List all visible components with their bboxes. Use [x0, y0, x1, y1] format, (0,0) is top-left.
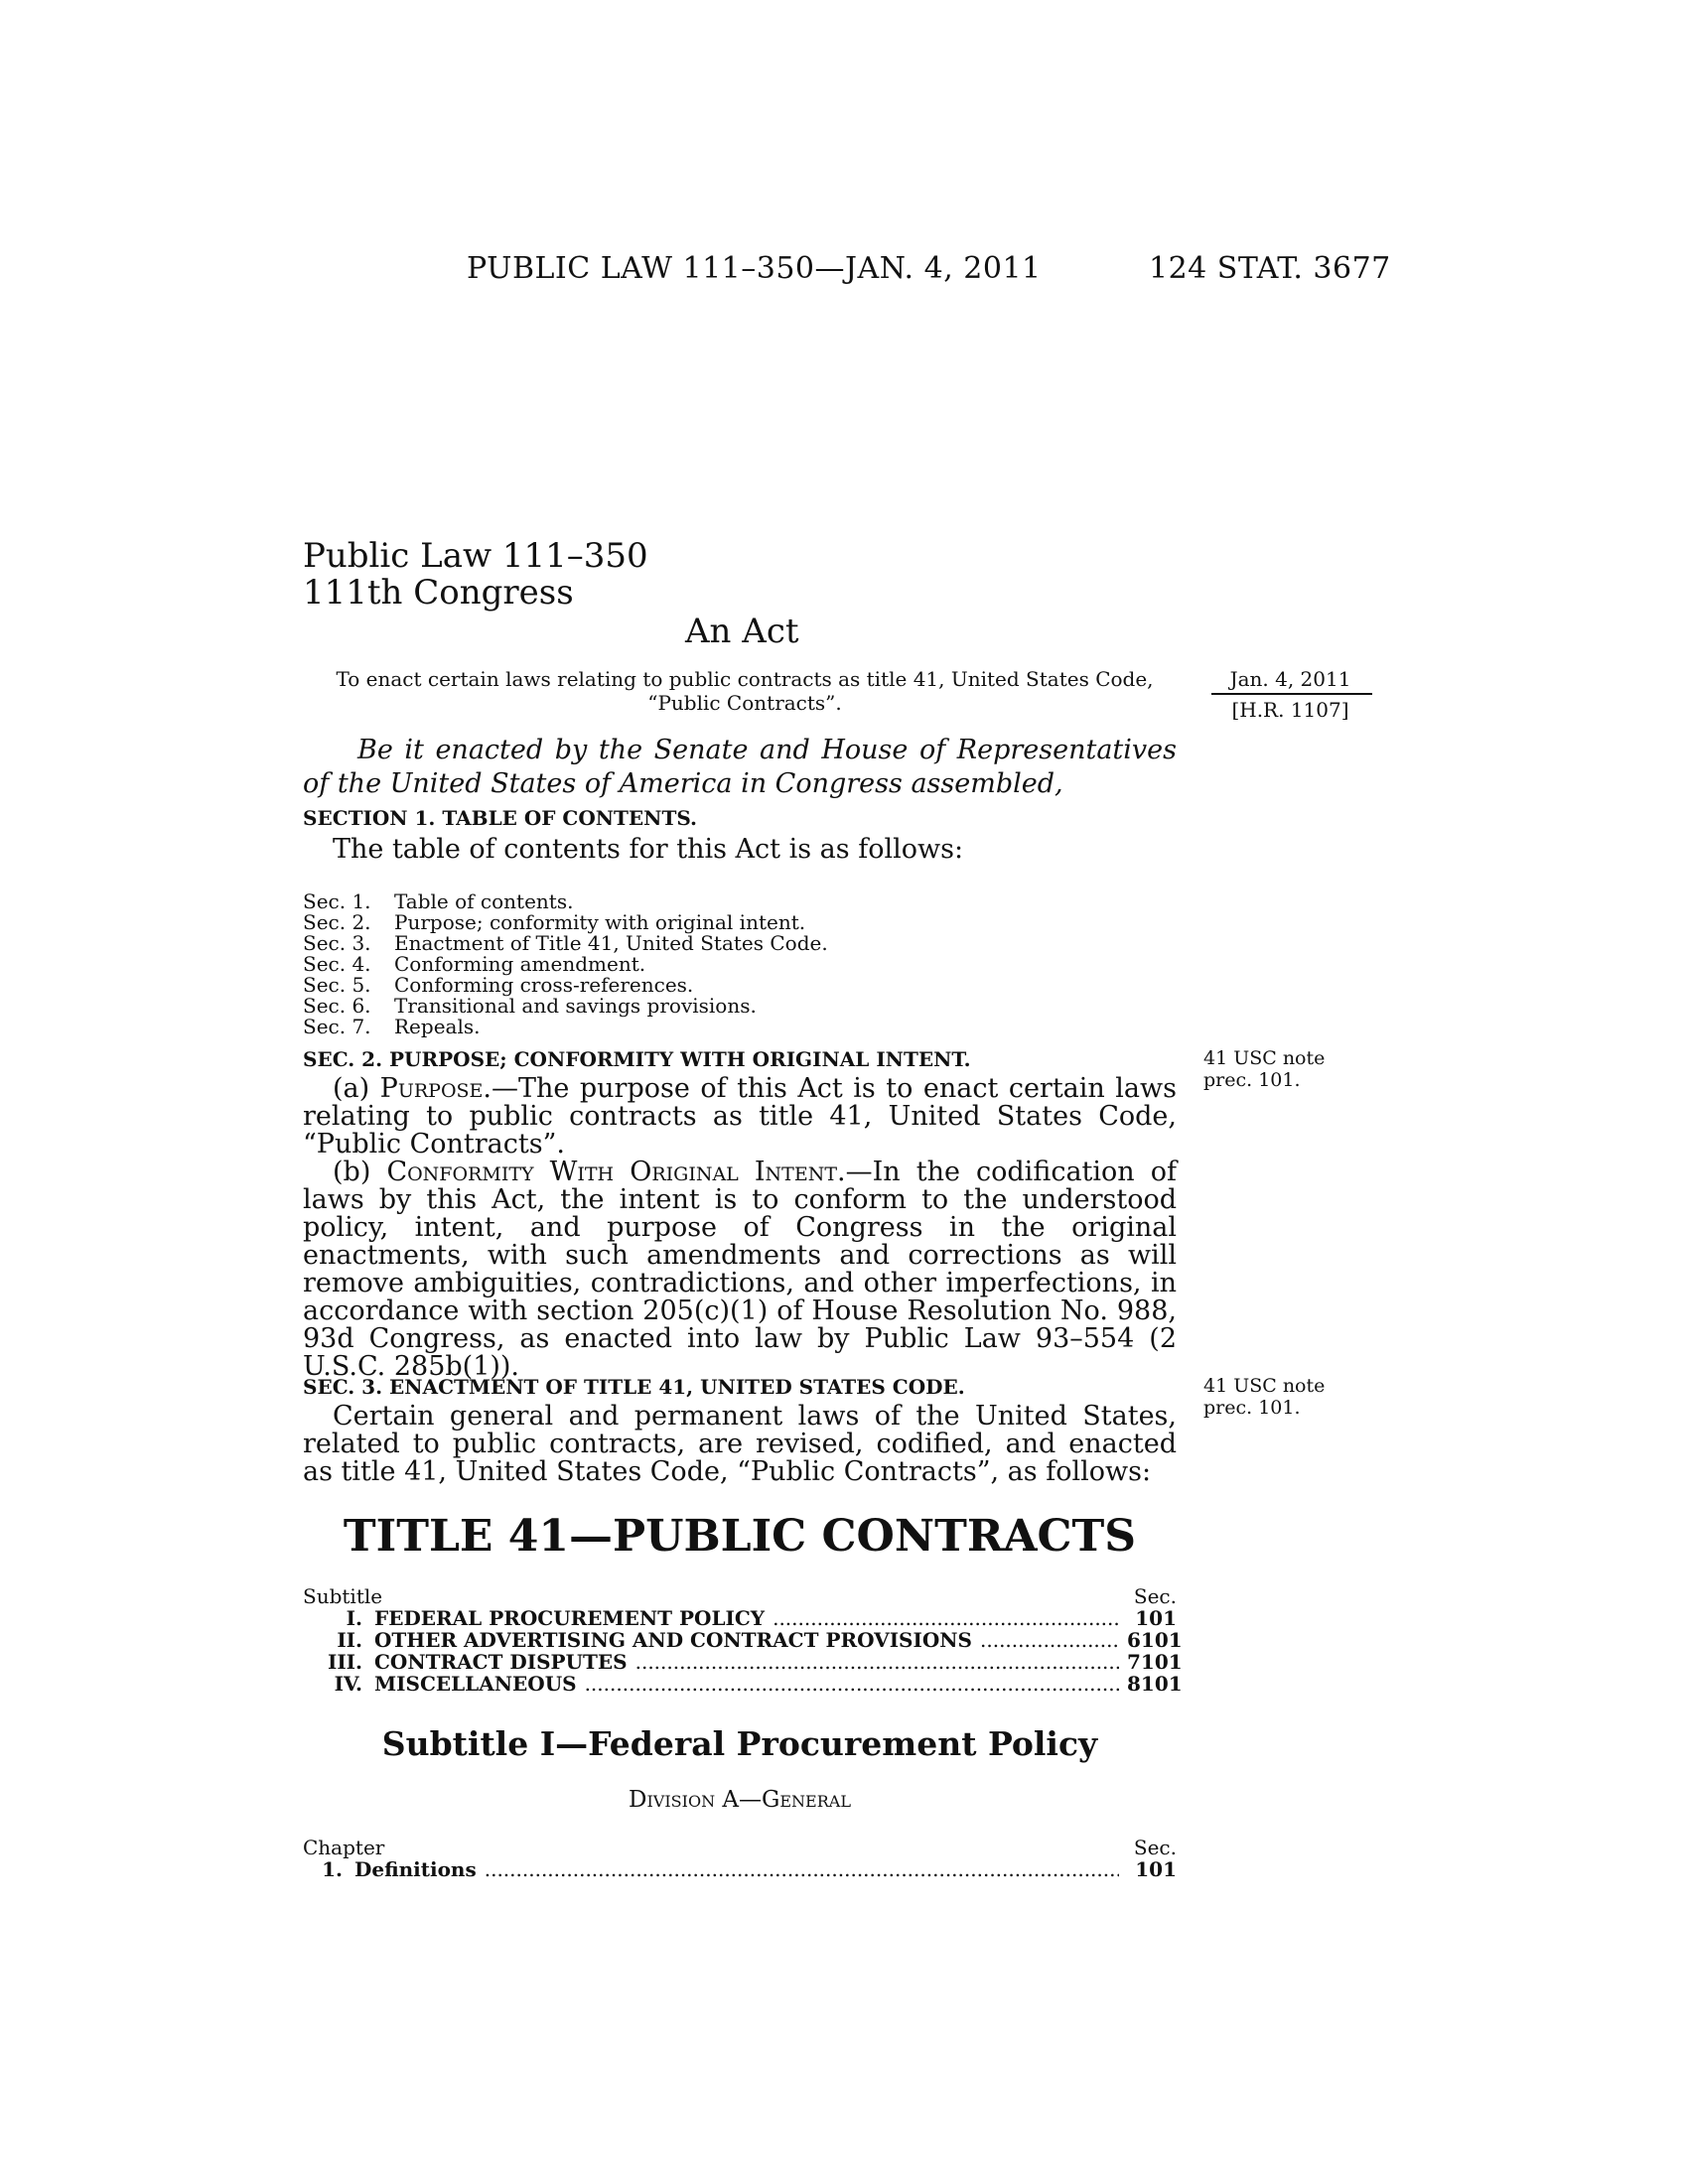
listing-col-right: Sec.	[1133, 1584, 1177, 1608]
toc-title: Transitional and savings provisions.	[394, 994, 757, 1018]
margin-note-line-1: 41 USC note	[1203, 1047, 1326, 1069]
listing-col-left: Chapter	[303, 1836, 385, 1859]
subtitle-roman: II.	[337, 1628, 362, 1652]
listing-header	[303, 1585, 1177, 1607]
section-3-margin-note	[1203, 1375, 1325, 1419]
chapter-row	[303, 1858, 1177, 1880]
toc-num: Sec. 6.	[303, 994, 371, 1018]
section-1-intro: The table of contents for this Act is as follows:	[333, 834, 964, 865]
enactment-date: Jan. 4, 2011	[1229, 667, 1351, 691]
toc-title: Purpose; conformity with original intent.	[394, 910, 806, 934]
subtitle-row	[303, 1650, 1183, 1674]
paragraph-b-label: (b)	[333, 1157, 387, 1187]
listing-header	[303, 1837, 1177, 1858]
chapter-listing	[303, 1837, 1177, 1880]
toc-title: Conforming amendment.	[394, 952, 646, 976]
toc-title: Enactment of Title 41, United States Code.	[394, 931, 828, 955]
table-of-contents	[303, 891, 998, 1037]
section-2-paragraph-a	[303, 1075, 1177, 1159]
margin-note-line-2: prec. 101.	[1203, 1069, 1301, 1091]
leader-dots	[585, 1673, 1119, 1695]
division-heading-text: Division A—General	[629, 1787, 851, 1813]
subtitle-sec: 6101	[1127, 1628, 1183, 1652]
paragraph-b-text: —In the codification of laws by this Act, the intent is to conform to the understood policy, intent, and purpose of Congress in the original enactments, with such amendments and corrections as will remove ambiguities, contradictions, and other imperfections, in accordance with section 205(c)(1) of House Resolution No. 988, 93d Congress, as enacted into law by Public Law 93–554 (2 U.S.C. 285b(1)).	[303, 1157, 1178, 1382]
toc-row	[303, 912, 998, 933]
section-3-text: Certain general and permanent laws of the United States, related to public contracts, are revised, codified, and enacted as title 41, United States Code, “Public Contracts”, as follows:	[303, 1401, 1177, 1487]
section-2-heading: SEC. 2. PURPOSE; CONFORMITY WITH ORIGINAL INTENT.	[303, 1047, 971, 1071]
paragraph-a-caption: Purpose.	[379, 1073, 492, 1104]
subtitle-sec: 101	[1135, 1606, 1177, 1630]
toc-num: Sec. 4.	[303, 952, 371, 976]
enacting-clause-text: Be it enacted by the Senate and House of Representatives of the United States of America in Congress assembled,	[303, 735, 1177, 799]
subtitle-listing	[303, 1584, 1183, 1696]
subtitle-sec: 8101	[1127, 1672, 1183, 1696]
section-3-heading: SEC. 3. ENACTMENT OF TITLE 41, UNITED STATES CODE.	[303, 1375, 965, 1399]
paragraph-a-label: (a)	[333, 1073, 380, 1104]
toc-row	[303, 975, 998, 996]
paragraph-b-caption: Conformity With Original Intent.	[386, 1157, 846, 1187]
purpose-line-1: To enact certain laws relating to public contracts as title 41, United States Code,	[336, 667, 1154, 691]
toc-num: Sec. 3.	[303, 931, 371, 955]
stat-page-number: 124 STAT. 3677	[1149, 251, 1391, 286]
subtitle-roman: IV.	[334, 1672, 362, 1696]
enacting-clause	[303, 734, 1177, 801]
toc-row	[303, 891, 998, 912]
chapter-number: 1.	[322, 1857, 343, 1881]
toc-row	[303, 954, 998, 975]
purpose-line-2: “Public Contracts”.	[647, 691, 842, 715]
subtitle-row	[303, 1607, 1177, 1629]
subtitle-1-heading: Subtitle I—Federal Procurement Policy	[381, 1724, 1098, 1763]
subtitle-name: FEDERAL PROCUREMENT POLICY	[374, 1606, 766, 1630]
bill-number: [H.R. 1107]	[1231, 698, 1349, 722]
toc-title: Repeals.	[394, 1015, 481, 1038]
leader-dots	[980, 1629, 1119, 1651]
toc-num: Sec. 7.	[303, 1015, 371, 1038]
running-title: PUBLIC LAW 111–350—JAN. 4, 2011	[467, 251, 1042, 286]
toc-row	[303, 996, 998, 1017]
toc-num: Sec. 1.	[303, 889, 371, 913]
chapter-sec: 101	[1135, 1857, 1177, 1881]
subtitle-row	[303, 1672, 1183, 1696]
subtitle-roman: I.	[346, 1606, 362, 1630]
subtitle-roman: III.	[327, 1650, 362, 1674]
an-act-heading: An Act	[685, 612, 799, 651]
public-law-number: Public Law 111–350	[303, 536, 648, 576]
toc-num: Sec. 2.	[303, 910, 371, 934]
subtitle-name: OTHER ADVERTISING AND CONTRACT PROVISIONS	[374, 1628, 972, 1652]
toc-row	[303, 1017, 998, 1037]
subtitle-name: CONTRACT DISPUTES	[374, 1650, 628, 1674]
toc-num: Sec. 5.	[303, 973, 371, 997]
paragraph-a-text: —The purpose of this Act is to enact certain laws relating to public contracts as title 41, United States Code, “Public Contracts”.	[303, 1073, 1178, 1160]
leader-dots	[635, 1651, 1119, 1673]
subtitle-sec: 7101	[1127, 1650, 1183, 1674]
chapter-name: Definitions	[354, 1857, 477, 1881]
subtitle-name: MISCELLANEOUS	[374, 1672, 577, 1696]
section-2-margin-note	[1203, 1047, 1325, 1091]
act-purpose	[298, 667, 1192, 715]
listing-col-left: Subtitle	[303, 1584, 383, 1608]
margin-note-line-2: prec. 101.	[1203, 1397, 1301, 1419]
leader-dots	[485, 1858, 1119, 1880]
subtitle-row	[303, 1628, 1183, 1652]
congress-number: 111th Congress	[303, 573, 574, 613]
toc-title: Conforming cross-references.	[394, 973, 694, 997]
date-divider	[1211, 693, 1372, 695]
toc-title: Table of contents.	[394, 889, 574, 913]
margin-note-line-1: 41 USC note	[1203, 1375, 1326, 1397]
section-1-heading: SECTION 1. TABLE OF CONTENTS.	[303, 806, 698, 830]
leader-dots	[773, 1607, 1119, 1629]
title-41-heading: TITLE 41—PUBLIC CONTRACTS	[343, 1511, 1137, 1562]
division-heading	[303, 1787, 1177, 1813]
section-2-paragraph-b	[303, 1159, 1177, 1381]
listing-col-right: Sec.	[1133, 1836, 1177, 1859]
toc-row	[303, 933, 998, 954]
